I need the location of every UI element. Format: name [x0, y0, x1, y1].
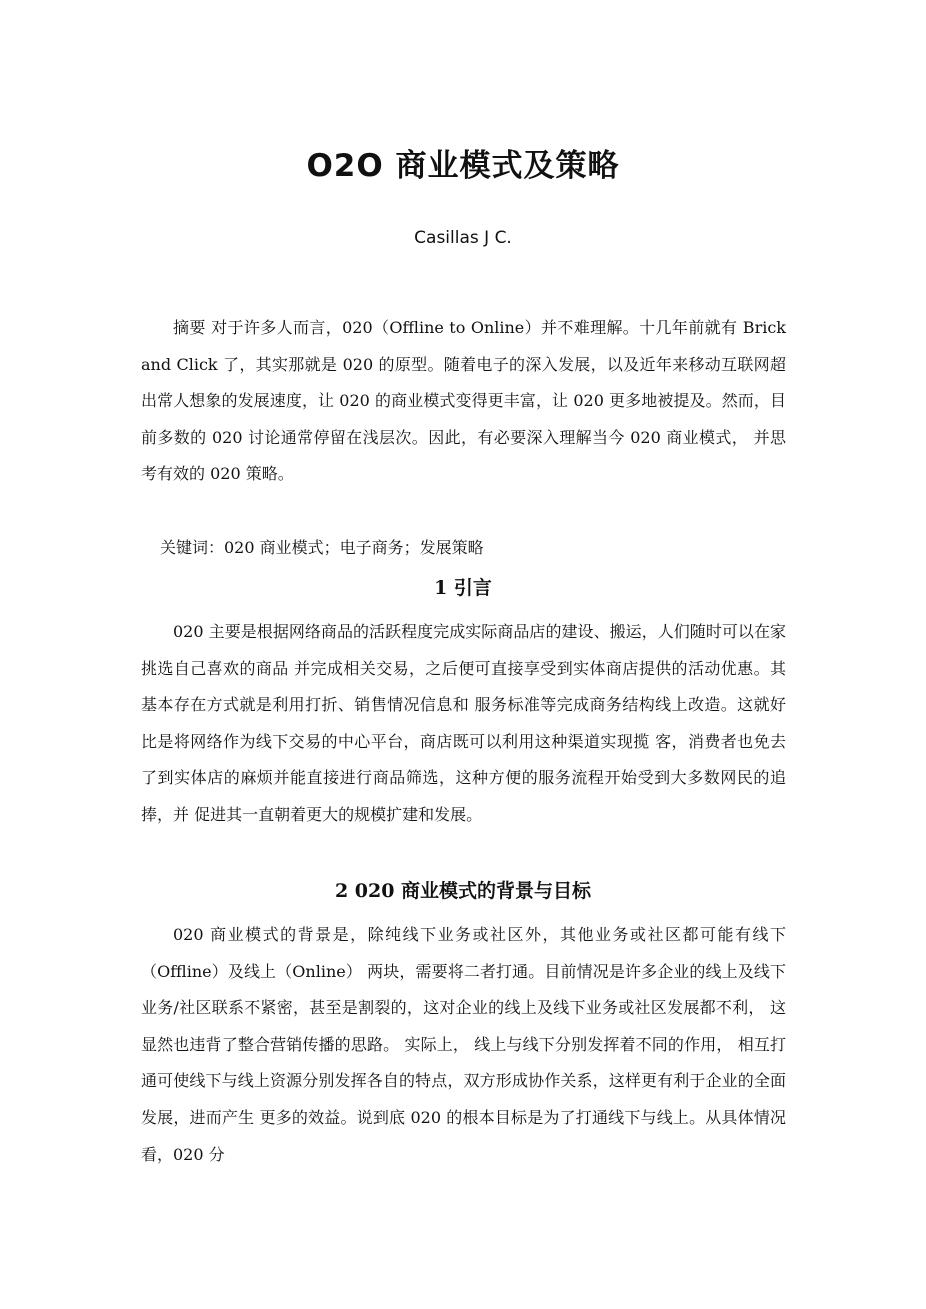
introduction-paragraph: 020 主要是根据网络商品的活跃程度完成实际商品店的建设、搬运，人们随时可以在家挑选自己喜欢的商品 并完成相关交易，之后便可直接享受到实体商店提供的活动优惠。其基本存在方式就是利用打折、销售情况信息和 服务标准等完成商务结构线上改造。这就好比是将网络作为线下交易的中心平台，商店既可以利用这种渠道实现揽 客，消费者也免去了到实体店的麻烦并能直接进行商品筛选，这种方便的服务流程开始受到大多数网民的追捧，并 促进其一直朝着更大的规模扩建和发展。: [141, 622, 786, 824]
background-paragraph: 020 商业模式的背景是，除纯线下业务或社区外，其他业务或社区都可能有线下（Offline）及线上（Online） 两块，需要将二者打通。目前情况是许多企业的线上及线下业务/社区联系不紧密，甚至是割裂的，这对企业的线上及线下业务或社区发展都不利， 这显然也违背了整合营销传播的思路。 实际上， 线上与线下分别发挥着不同的作用， 相互打通可使线下与线上资源分别发挥各自的特点，双方形成协作关系，这样更有利于企业的全面发展，进而产生 更多的效益。说到底 020 的根本目标是为了打通线下与线上。从具体情况看，020 分: [141, 925, 786, 1164]
keywords-line: 关键词：020 商业模式；电子商务；发展策略: [160, 538, 484, 557]
abstract-paragraph: 摘要 对于许多人而言，020（Offline to Online）并不难理解。十几年前就有 Brick and Click 了，其实那就是 020 的原型。随着电子的深入发展，以及近年来移动互联网超出常人想象的发展速度，让 020 的商业模式变得更丰富，让 020 更多地被提及。然而，目前多数的 020 讨论通常停留在浅层次。因此，有必要深入理解当今 020 商业模式， 并思考有效的 020 策略。: [141, 318, 786, 484]
paper-author: Casillas J C.: [414, 228, 512, 248]
paper-title: O2O 商业模式及策略: [306, 148, 620, 184]
section-heading-introduction: 1 引言: [434, 577, 492, 599]
section-heading-background: 2 020 商业模式的背景与目标: [334, 880, 592, 902]
